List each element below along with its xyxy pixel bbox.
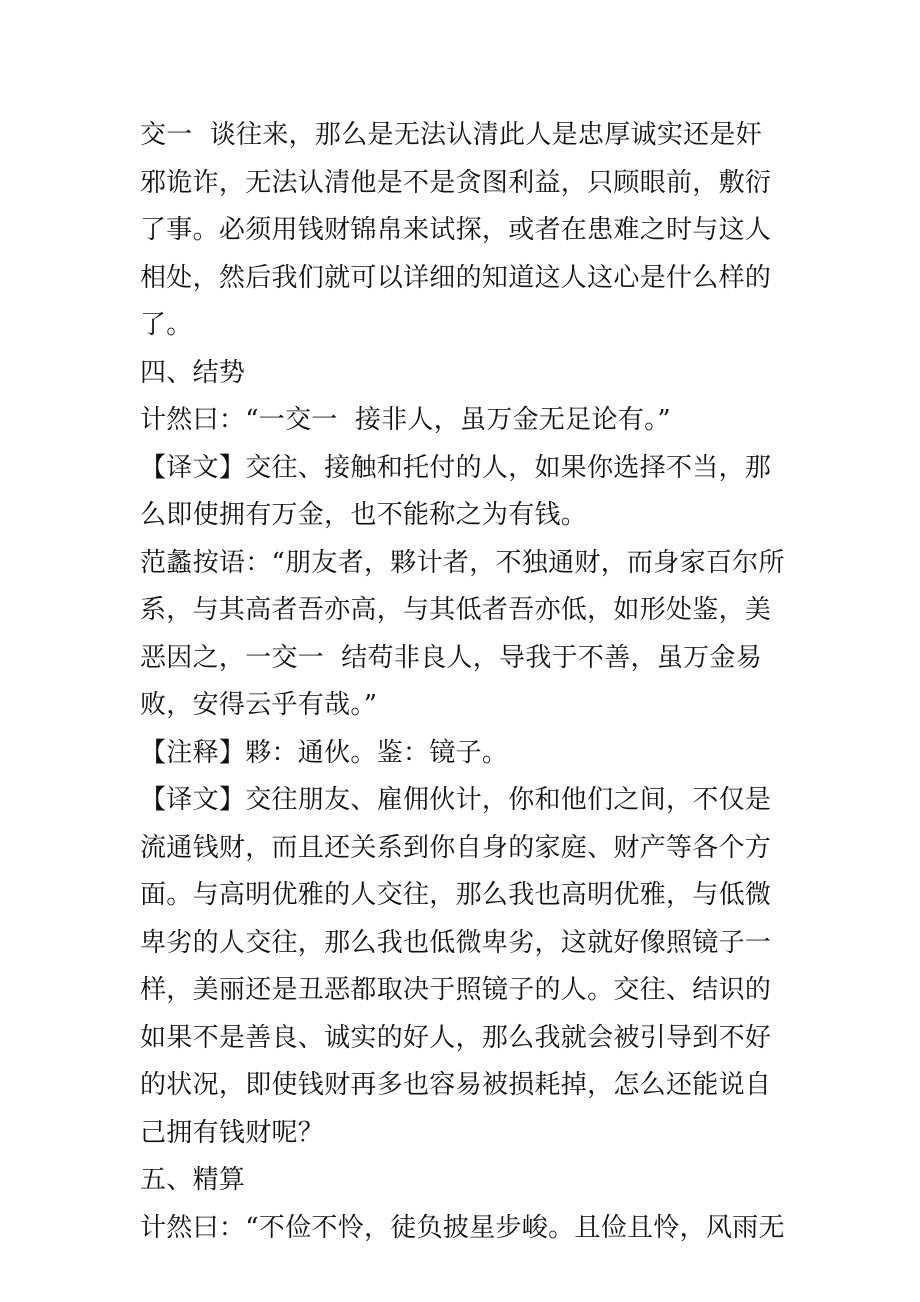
section-heading-4: 四、结势 — [140, 357, 246, 388]
quote-paragraph: 计然曰：“一交一 接非人，虽万金无足论有。” — [140, 405, 672, 435]
section-heading-5: 五、精算 — [140, 1165, 246, 1195]
paragraph-1: 交一 谈往来，那么是无法认清此人是忠厚诚实还是奸邪诡诈，无法认清他是不是贪图利益，只顾眼前，敷衍了事。必须用钱财锦帛来试探，或者在患难之时与这人相处，然后我们就可以详细的知道这人这心是什么样的了。 — [140, 120, 772, 340]
commentary-paragraph: 范蠡按语：“朋友者，夥计者，不独通财，而身家百尔所系，与其高者吾亦高，与其低者吾亦低，如形处鉴，美恶因之，一交一 结苟非良人，导我于不善，虽万金易败，安得云乎有哉。” — [140, 547, 785, 720]
quote-paragraph-2: 计然曰：“不俭不怜，徒负披星步峻。且俭且怜，风雨无 — [140, 1212, 785, 1243]
translation-paragraph: 【译文】交往、接触和托付的人，如果你选择不当，那么即使拥有万金，也不能称之为有钱。 — [140, 452, 772, 530]
translation-paragraph-2: 【译文】交往朋友、雇佣伙计，你和他们之间，不仅是流通钱财，而且还关系到你自身的家庭、财产等各个方面。与高明优雅的人交往，那么我也高明优雅，与低微卑劣的人交往，那么我也低微卑劣，这就好像照镜子一样，美丽还是丑恶都取决于照镜子的人。交往、结识的如果不是善良、诚实的好人，那么我就会被引导到不好的状况，即使钱财再多也容易被损耗掉，怎么还能说自己拥有钱财呢？ — [140, 785, 772, 1148]
document-body — [140, 112, 785, 1252]
annotation-paragraph: 【注释】夥：通伙。鉴：镜子。 — [140, 737, 509, 768]
